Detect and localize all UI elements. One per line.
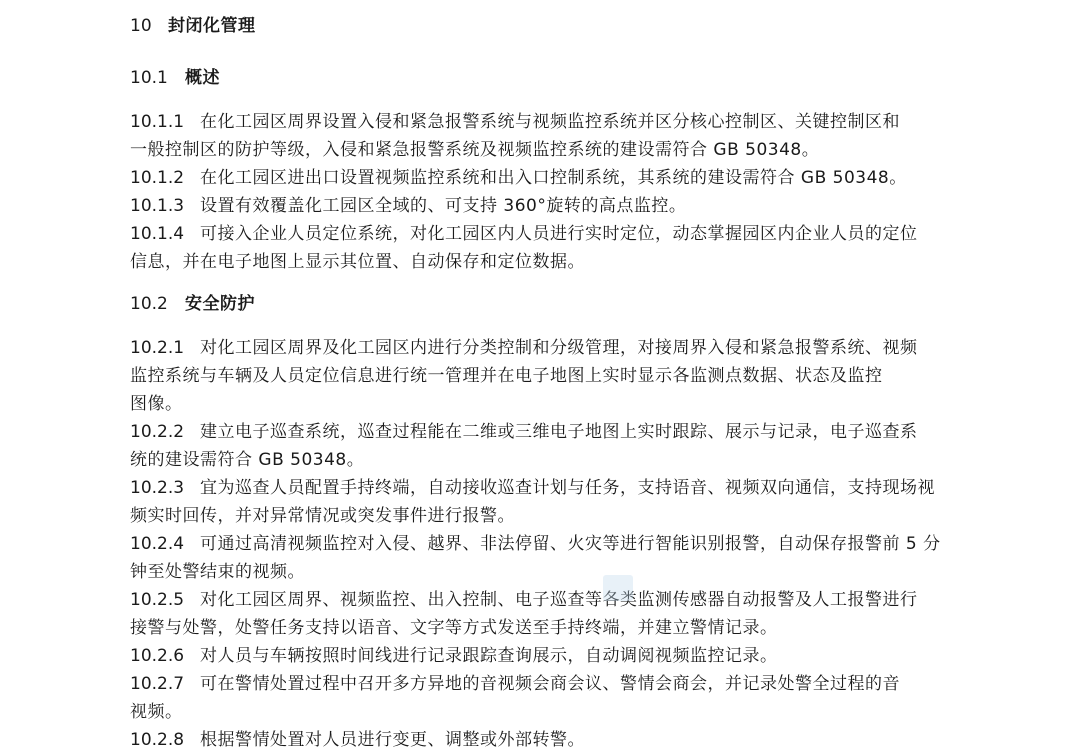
clause-line — [130, 167, 907, 189]
clause-text: 对人员与车辆按照时间线进行记录跟踪查询展示，自动调阅视频监控记录。 — [200, 646, 778, 666]
clause-text: 接警与处警，处警任务支持以语音、文字等方式发送至手持终端，并建立警情记录。 — [130, 618, 778, 638]
clause-text: 对化工园区周界、视频监控、出入控制、电子巡查等各类监测传感器自动报警及人工报警进行 — [200, 590, 918, 610]
clause-line — [130, 365, 883, 387]
section-heading — [130, 15, 256, 37]
clause-line — [130, 139, 819, 161]
subsection-number: 10.2 — [130, 294, 168, 314]
clause-line — [130, 617, 778, 639]
clause-text: 图像。 — [130, 394, 183, 414]
clause-text: 监控系统与车辆及人员定位信息进行统一管理并在电子地图上实时显示各监测点数据、状态及监控 — [130, 366, 883, 386]
clause-number: 10.2.8 — [130, 730, 185, 750]
clause-number: 10.1.4 — [130, 224, 185, 244]
subsection-title: 安全防护 — [185, 294, 255, 314]
clause-text: 可接入企业人员定位系统，对化工园区内人员进行实时定位，动态掌握园区内企业人员的定位 — [200, 224, 918, 244]
clause-number: 10.1.1 — [130, 112, 185, 132]
clause-number: 10.2.2 — [130, 422, 185, 442]
clause-line — [130, 421, 918, 443]
clause-number: 10.1.3 — [130, 196, 185, 216]
subsection-heading — [130, 67, 220, 89]
clause-number: 10.2.4 — [130, 534, 185, 554]
subsection-number: 10.1 — [130, 68, 168, 88]
clause-line — [130, 561, 305, 583]
clause-line — [130, 111, 900, 133]
clause-number: 10.2.6 — [130, 646, 185, 666]
clause-text: 宜为巡查人员配置手持终端，自动接收巡查计划与任务，支持语音、视频双向通信，支持现场视 — [200, 478, 935, 498]
clause-line — [130, 337, 918, 359]
clause-line — [130, 251, 585, 273]
clause-text: 设置有效覆盖化工园区全域的、可支持 360°旋转的高点监控。 — [200, 196, 687, 216]
clause-line — [130, 645, 778, 667]
clause-text: 视频。 — [130, 702, 183, 722]
clause-line — [130, 589, 918, 611]
section-number: 10 — [130, 16, 152, 36]
subsection-title: 概述 — [185, 68, 220, 88]
clause-line — [130, 223, 918, 245]
clause-line — [130, 701, 183, 723]
clause-text: 可在警情处置过程中召开多方异地的音视频会商会议、警情会商会，并记录处警全过程的音 — [200, 674, 900, 694]
clause-number: 10.2.5 — [130, 590, 185, 610]
clause-line — [130, 393, 183, 415]
clause-text: 根据警情处置对人员进行变更、调整或外部转警。 — [200, 730, 585, 750]
clause-number: 10.1.2 — [130, 168, 185, 188]
clause-text: 一般控制区的防护等级，入侵和紧急报警系统及视频监控系统的建设需符合 GB 50348。 — [130, 140, 820, 160]
section-title: 封闭化管理 — [168, 16, 256, 36]
clause-line — [130, 449, 364, 471]
clause-line — [130, 533, 941, 555]
clause-line — [130, 195, 686, 217]
clause-line — [130, 729, 585, 751]
watermark-mark — [603, 575, 633, 601]
clause-text: 统的建设需符合 GB 50348。 — [130, 450, 365, 470]
clause-line — [130, 477, 935, 499]
clause-text: 钟至处警结束的视频。 — [130, 562, 305, 582]
clause-text: 建立电子巡查系统，巡查过程能在二维或三维电子地图上实时跟踪、展示与记录，电子巡查系 — [200, 422, 918, 442]
subsection-heading — [130, 293, 255, 315]
clause-text: 可通过高清视频监控对入侵、越界、非法停留、火灾等进行智能识别报警，自动保存报警前 5 分 — [200, 534, 941, 554]
clause-number: 10.2.1 — [130, 338, 185, 358]
clause-text: 频实时回传，并对异常情况或突发事件进行报警。 — [130, 506, 515, 526]
clause-text: 对化工园区周界及化工园区内进行分类控制和分级管理，对接周界入侵和紧急报警系统、视频 — [200, 338, 918, 358]
clause-line — [130, 673, 900, 695]
clause-text: 在化工园区进出口设置视频监控系统和出入口控制系统，其系统的建设需符合 GB 50348。 — [200, 168, 907, 188]
clause-text: 在化工园区周界设置入侵和紧急报警系统与视频监控系统并区分核心控制区、关键控制区和 — [200, 112, 900, 132]
clause-number: 10.2.7 — [130, 674, 185, 694]
clause-text: 信息，并在电子地图上显示其位置、自动保存和定位数据。 — [130, 252, 585, 272]
clause-number: 10.2.3 — [130, 478, 185, 498]
clause-line — [130, 505, 515, 527]
